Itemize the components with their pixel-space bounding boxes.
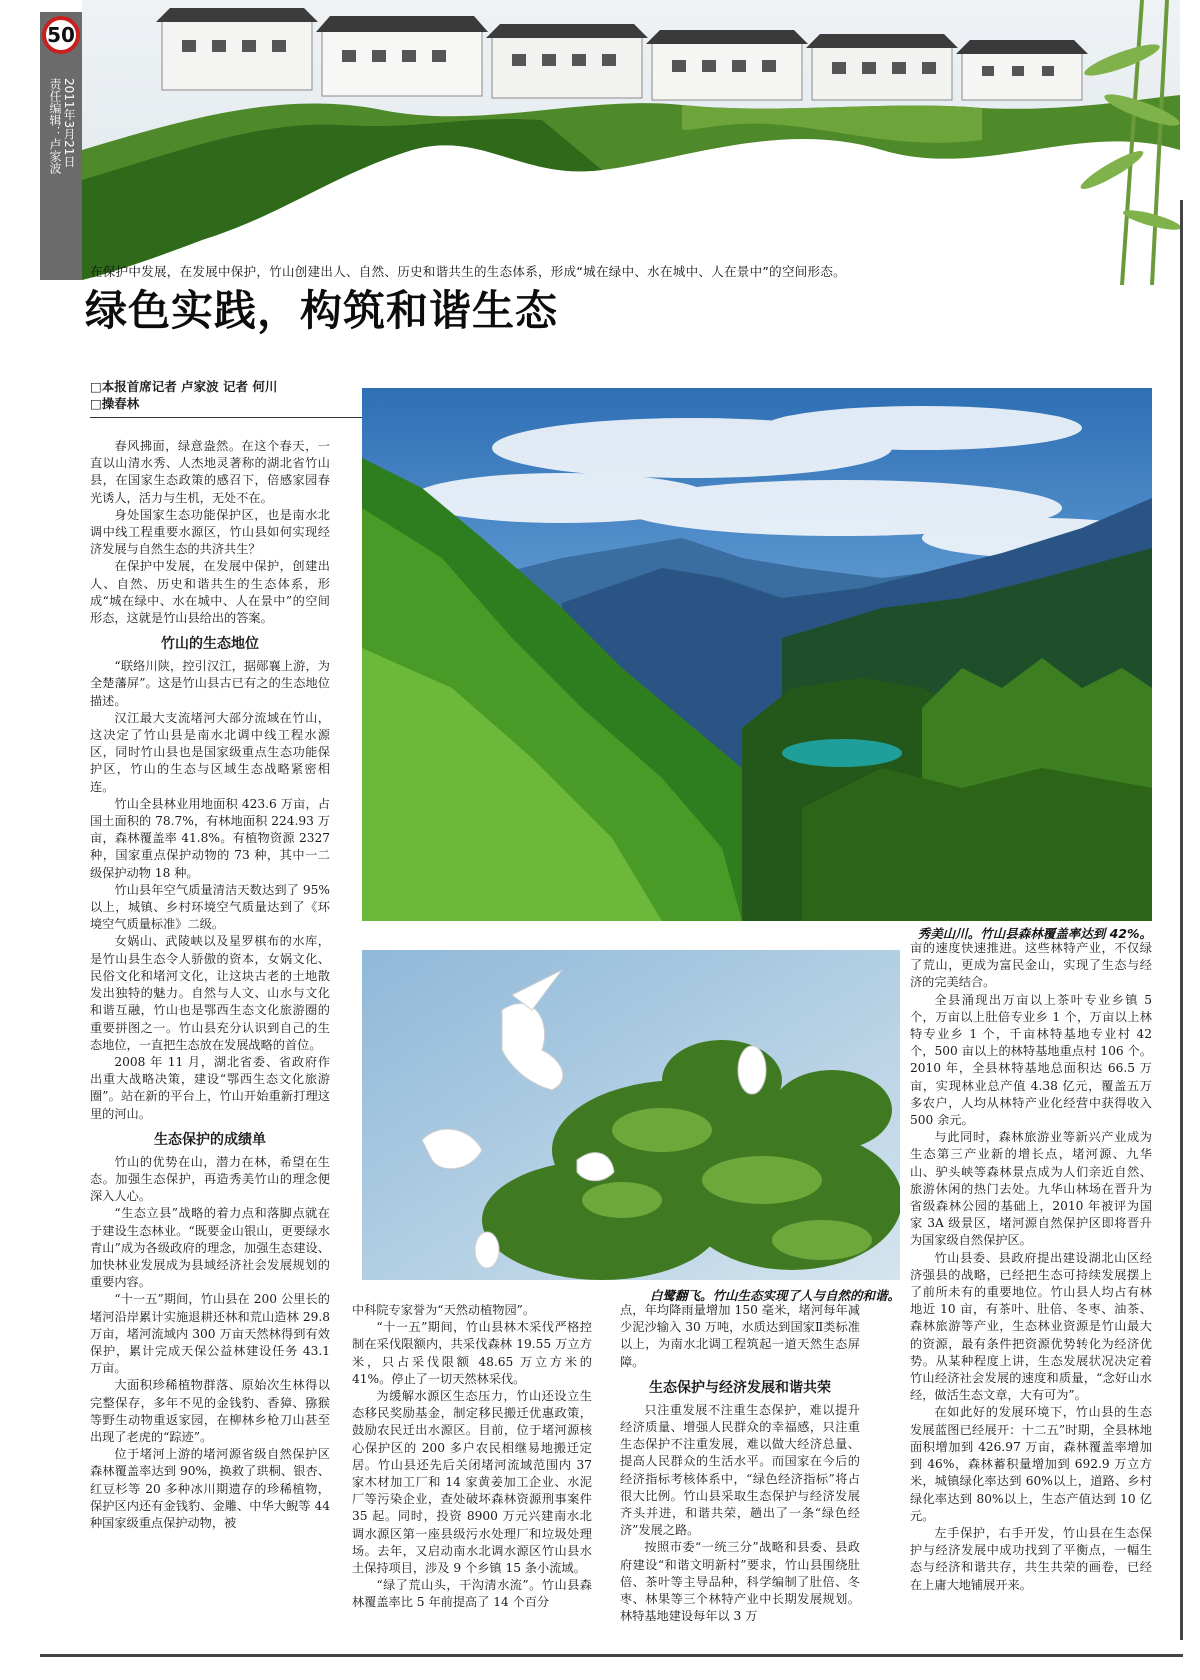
paragraph: 在如此好的发展环境下，竹山县的生态发展蓝图已经展开：十二五”时期，全县林地面积增加到 426.97 万亩，森林覆盖率增加到 46%，森林蓄积量增加到 692.9 万立方米，城镇绿化率达到 60%以上，道路、乡村绿化率达到 80%以上，生态产值达到 10 亿元。 [910,1405,1152,1523]
paragraph: 竹山县委、县政府提出建设湖北山区经济强县的战略，已经把生态可持续发展摆上了前所未有的重要地位。竹山县人均占有林地近 10 亩，有茶叶、肚倍、冬枣、油茶、森林旅游等产业，生态林业资源是竹山最大的资源，最有条件把资源优势转化为经济优势。从某种程度上讲，生态发展状况决定着竹山经济社会发展的速度和质量，“念好山水经，做活生态文章，大有可为”。 [910,1250,1152,1403]
paragraph: “生态立县”战略的着力点和落脚点就在于建设生态林业。“既要金山银山，更要绿水青山”成为各级政府的理念，加强生态建设、加快林业发展成为县域经济社会发展规划的重要内容。 [90,1206,330,1290]
article-byline [90,378,360,412]
paragraph: 汉江最大支流堵河大部分流域在竹山，这决定了竹山县是南水北调中线工程水源区，同时竹山县也是国家级重点生态功能保护区，竹山的生态与区域生态战略紧密相连。 [90,710,330,794]
paragraph: 竹山的优势在山，潜力在林，希望在生态。加强生态保护，再造秀美竹山的理念便深入人心。 [90,1154,330,1204]
paragraph: “十一五”期间，竹山县在 200 公里长的堵河沿岸累计实施退耕还林和荒山造林 29.8 万亩，堵河流域内 300 万亩天然林得到有效保护，累计完成天保公益林建设任务 43.1 万亩。 [90,1292,330,1376]
page-number: 50 [42,16,80,54]
byline-reporters: □本报首席记者 卢家波 记者 何川 [90,379,278,394]
paragraph: 左手保护，右手开发，竹山县在生态保护与经济发展中成功找到了平衡点，一幅生态与经济和谐共存，共生共荣的画卷，已经在上庸大地铺展开来。 [910,1525,1152,1592]
page-border-bottom [40,1654,1183,1657]
paragraph: “绿了荒山头，干沟清水流”。竹山县森林覆盖率比 5 年前提高了 14 个百分 [352,1578,592,1610]
paragraph: 女娲山、武陵峡以及星罗棋布的水库，是竹山县生态令人骄傲的资本，女娲文化、民俗文化和堵河文化，让这块古老的土地散发出独特的魅力。自然与人文、山水与文化和谐互融，竹山也是鄂西生态文化旅游圈的重要拼图之一。竹山县充分认识到自己的生态地位，一直把生态放在发展战略的首位。 [90,934,330,1052]
byline-divider [90,417,362,418]
paragraph: 点，年均降雨量增加 150 毫米，堵河每年减少泥沙输入 30 万吨，水质达到国家Ⅱ类标准以上，为南水北调工程筑起一道天然生态屏障。 [620,1303,860,1369]
egret-photo-caption: 白鹭翻飞。竹山生态实现了人与自然的和谐。 [649,1288,900,1303]
issue-date: 2011年3月21日 [62,78,76,168]
paragraph: 位于堵河上游的堵河源省级自然保护区森林覆盖率达到 90%，换救了珙桐、银杏、红豆杉等 20 多种冰川期遗存的珍稀植物，保护区内还有金钱豹、金雕、中华大鲵等 44 种国家级重点保护动物，被 [90,1447,330,1530]
paragraph: 亩的速度快速推进。这些林特产业，不仅绿了荒山，更成为富民金山，实现了生态与经济的完美结合。 [910,941,1152,990]
paragraph: 中科院专家誉为“天然动植物园”。 [352,1303,536,1317]
header-village-illustration [82,0,1180,285]
article-column-2 [352,1302,592,1612]
article-column-3 [620,1302,860,1625]
paragraph: 只注重发展不注重生态保护，难以提升经济质量、增强人民群众的幸福感，只注重生态保护不注重发展，难以做大经济总量、提高人民群众的生活水平。而国家在今后的经济指标考核体系中，“绿色经济指标”将占很大比例。竹山县采取生态保护与经济发展齐头并进，和谐共荣，趟出了一条“绿色经济”发展之路。 [620,1402,860,1538]
article-column-1 [90,438,330,1532]
paragraph: 身处国家生态功能保护区，也是南水北调中线工程重要水源区，竹山县如何实现经济发展与自然生态的共济共生？ [90,507,330,557]
article-deck: 在保护中发展，在发展中保护，竹山创建出人、自然、历史和谐共生的生态体系，形成“城在绿中、水在城中、人在景中”的空间形态。 [90,264,846,279]
mountain-photo [362,388,1152,921]
paragraph: 与此同时，森林旅游业等新兴产业成为生态第三产业新的增长点，堵河源、九华山、驴头峡等森林景点成为人们亲近自然、旅游休闲的热门去处。九华山林场在晋升为省级森林公园的基础上，2010 年被评为国家 3A 级景区，堵河源自然保护区即将晋升为国家级自然保护区。 [910,1130,1152,1248]
section-heading: 生态保护与经济发展和谐共荣 [649,1379,831,1396]
egret-photo [362,950,900,1280]
paragraph: 竹山县年空气质量清洁天数达到了 95%以上，城镇、乡村环境空气质量达到了《环境空气质量标准》二级。 [90,882,330,932]
paragraph: 2008 年 11 月，湖北省委、省政府作出重大战略决策，建设“鄂西生态文化旅游圈”。站在新的平台上，竹山开始重新打理这里的河山。 [90,1054,330,1121]
page-border-right [1180,200,1183,1640]
byline-contributor: □操春林 [90,396,140,411]
paragraph: 按照市委“一统三分”战略和县委、县政府建设“和谐文明新村”要求，竹山县围绕肚倍、茶叶等主导品种，科学编制了肚倍、冬枣、林果等三个林特产业中长期发展规划。林特基地建设每年以 3 万 [620,1540,860,1624]
paragraph: 全县涌现出万亩以上茶叶专业乡镇 5 个，万亩以上肚倍专业乡 1 个，万亩以上林特专业乡 1 个，千亩林特基地专业村 42 个，500 亩以上的林特基地重点村 106 个。2010 年，全县林特基地总面积达 66.5 万亩，实现林业总产值 4.38 亿元，覆盖五万多农户，人均从林特产业化经营中获得收入 500 余元。 [910,992,1152,1128]
paragraph: 竹山全县林业用地面积 423.6 万亩，占国土面积的 78.7%，有林地面积 224.93 万亩，森林覆盖率 41.8%。有植物资源 2327 种，国家重点保护动物的 73 种，其中一二级保护动物 18 种。 [90,796,330,880]
article-column-4 [910,940,1152,1594]
paragraph: “十一五”期间，竹山县林木采伐严格控制在采伐限额内，共采伐森林 19.55 万立方米，只占采伐限额 48.65 万立方米的 41%。停止了一切天然林采伐。 [352,1320,592,1386]
section-heading: 生态保护的成绩单 [154,1131,266,1148]
paragraph: 在保护中发展，在发展中保护，创建出人、自然、历史和谐共生的生态体系，形成“城在绿中、水在城中、人在景中”的空间形态，这就是竹山县给出的答案。 [90,559,330,626]
paragraph: 大面积珍稀植物群落、原始次生林得以完整保存，多年不见的金钱豹、香獐、猕猴等野生动物重返家园，在柳林乡枪刀山甚至出现了老虎的“踪迹”。 [90,1378,330,1444]
paragraph: 为缓解水源区生态压力，竹山还设立生态移民奖励基金，制定移民搬迁优惠政策，鼓励农民迁出水源区。目前，位于堵河源核心保护区的 200 多户农民相继易地搬迁定居。竹山县还先后关闭堵河流域范围内 37 家木材加工厂和 14 家黄姜加工企业、水泥厂等污染企业，查处破坏森林资源刑事案件 35 起。同时，投资 8900 万元兴建南水北调水源区第一座县级污水处理厂和垃圾处理场。去年，又启动南水北调水源区竹山县水土保持项目，涉及 9 个乡镇 15 条小流域。 [352,1389,592,1576]
section-heading: 竹山的生态地位 [161,636,259,653]
paragraph: 春风拂面，绿意盎然。在这个春天，一直以山清水秀、人杰地灵著称的湖北省竹山县，在国家生态政策的感召下，倍感家园春光诱人，活力与生机，无处不在。 [90,439,330,505]
paragraph: “联络川陕，控引汉江，据郧襄上游，为全楚藩屏”。这是竹山县古已有之的生态地位描述。 [90,659,330,708]
mountain-photo-caption: 秀美山川。竹山县森林覆盖率达到 42%。 [917,926,1152,941]
article-headline: 绿色实践，构筑和谐生态 [85,286,559,335]
editor-credit: 责任编辑：卢家波 [48,78,62,174]
